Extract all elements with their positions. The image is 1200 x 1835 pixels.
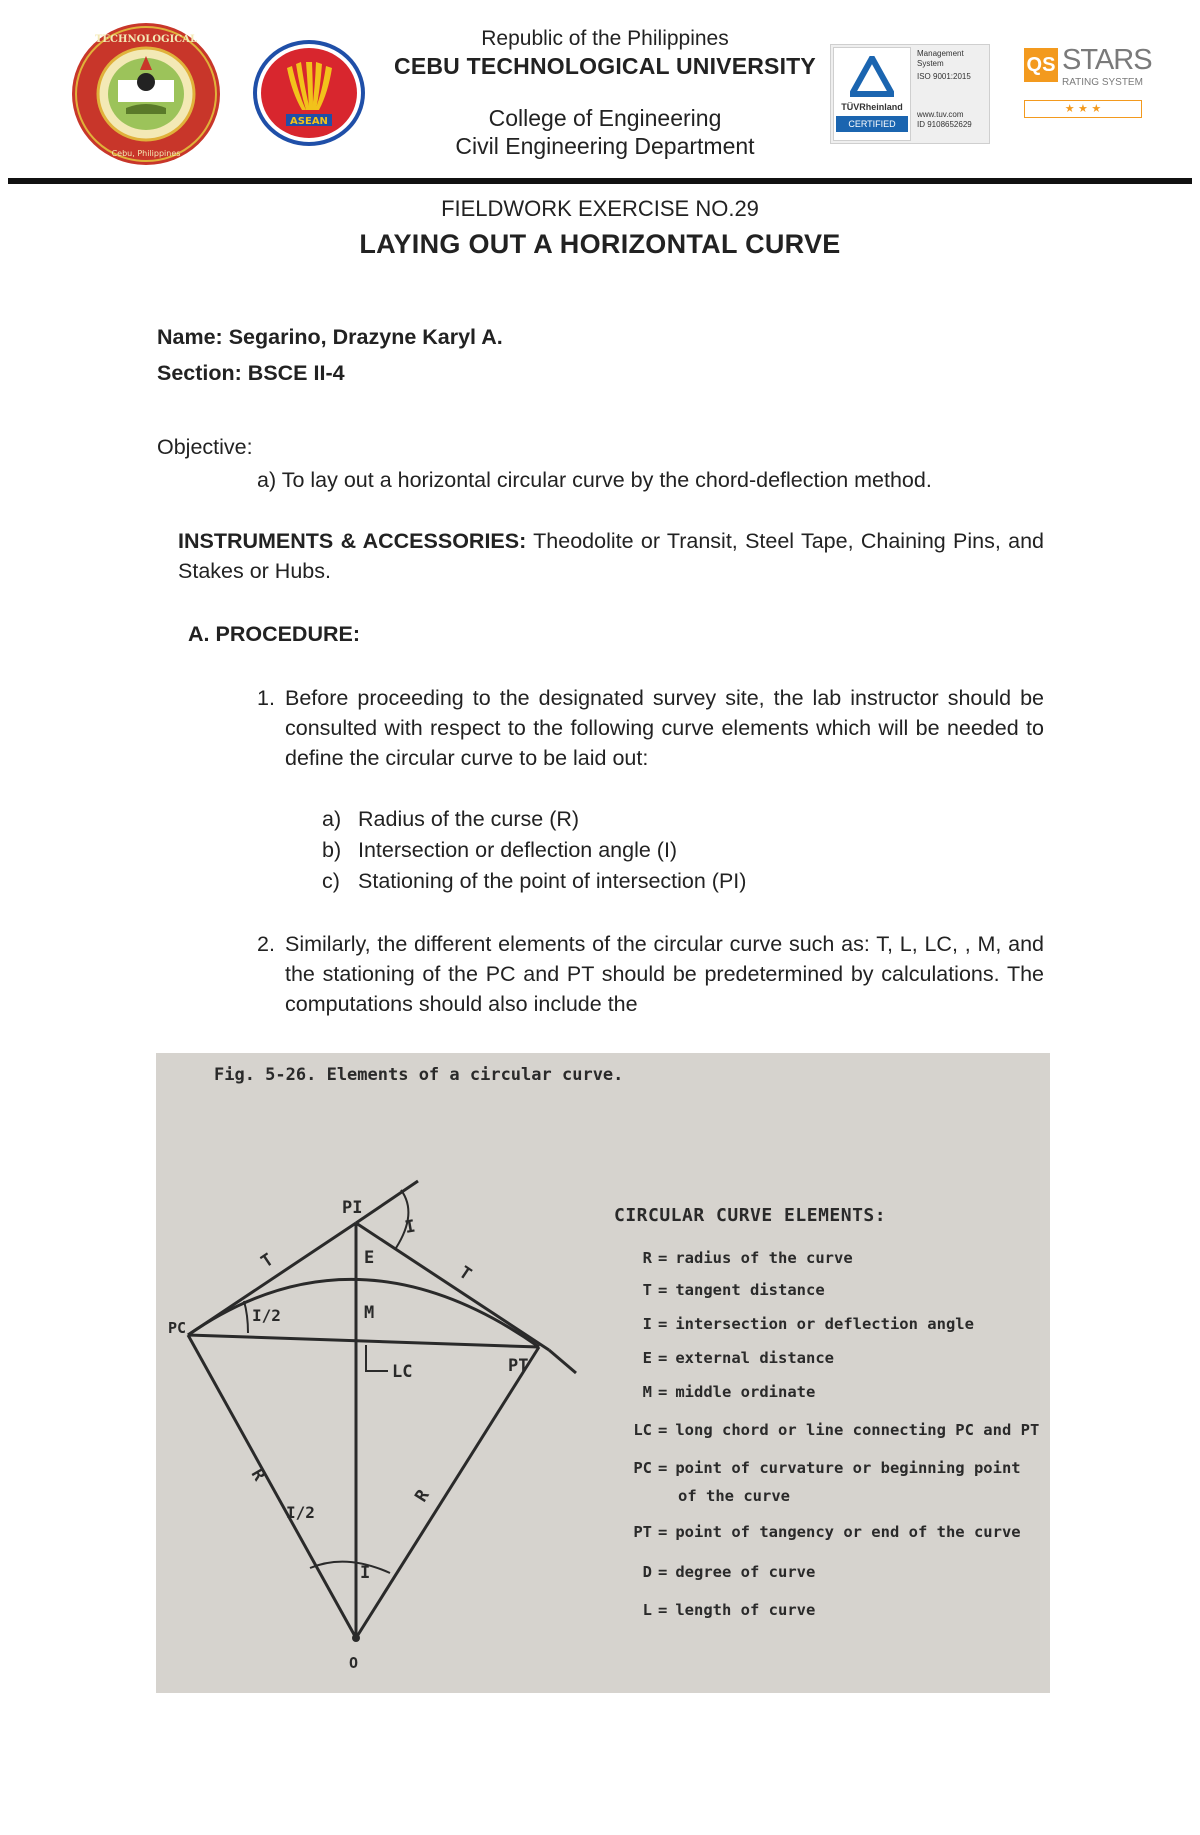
label-r-right: R: [411, 1486, 434, 1506]
stars-rating: ★ ★ ★: [1024, 100, 1142, 118]
legend-item-pc: PC = point of curvature or beginning point: [633, 1459, 1021, 1477]
radius-line-right: [356, 1347, 539, 1638]
angle-arc-bottom: [310, 1562, 390, 1573]
exercise-title: LAYING OUT A HORIZONTAL CURVE: [359, 229, 841, 259]
qs-stars-badge: [1020, 44, 1152, 122]
label-e: E: [364, 1248, 375, 1268]
procedure-heading: A. PROCEDURE:: [188, 622, 361, 646]
header-divider: [8, 178, 1192, 184]
sub-item-a-marker: a): [322, 807, 342, 831]
step-1-number: 1.: [257, 686, 275, 710]
legend-item-i: I = intersection or deflection angle: [642, 1315, 974, 1333]
university-name: CEBU TECHNOLOGICAL UNIVERSITY: [394, 53, 816, 79]
label-half-i-bottom: I/2: [286, 1503, 315, 1522]
objective-item: a) To lay out a horizontal circular curve by the chord-deflection method.: [257, 468, 932, 492]
label-deflection-i: I: [403, 1216, 417, 1238]
instruments-label: INSTRUMENTS & ACCESSORIES:: [178, 529, 527, 553]
header-title-block: [375, 26, 835, 160]
label-pc: PC: [168, 1319, 187, 1337]
legend-item-m: M = middle ordinate: [642, 1383, 816, 1401]
tuv-certification-badge: [830, 44, 990, 144]
university-seal-logo: [70, 22, 222, 167]
step-2-text: Similarly, the different elements of the circular curve such as: T, L, LC, , M, and the stationing of the PC and PT should be predetermined by calculations. The computations should also include the: [285, 932, 1044, 1016]
instruments-text: Theodolite or Transit, Steel Tape, Chaining Pins, and Stakes or Hubs.: [178, 529, 1044, 583]
exercise-number: FIELDWORK EXERCISE NO.29: [441, 196, 759, 221]
label-pi: PI: [342, 1198, 363, 1218]
department-name: Civil Engineering Department: [455, 133, 755, 159]
qs-logo: QS: [1024, 48, 1058, 82]
svg-text:TECHNOLOGICAL: TECHNOLOGICAL: [94, 34, 198, 45]
long-chord-line: [188, 1335, 539, 1347]
radius-line-left: [188, 1335, 356, 1638]
label-r-left: R: [246, 1465, 270, 1485]
republic-text: Republic of the Philippines: [481, 27, 729, 50]
sub-item-c-text: Stationing of the point of intersection (PI): [358, 869, 747, 893]
tuv-triangle-icon: [850, 56, 894, 98]
curve-diagram: [156, 1053, 1050, 1693]
label-t-left: T: [257, 1249, 278, 1273]
sub-item-c-marker: c): [322, 869, 340, 893]
college-name: College of Engineering: [488, 105, 722, 131]
sub-item-b-marker: b): [322, 838, 342, 862]
circular-curve-figure: [156, 1053, 1050, 1693]
step-2-number: 2.: [257, 932, 275, 956]
svg-text:Cebu, Philippines: Cebu, Philippines: [111, 149, 181, 158]
step-1-text: Before proceeding to the designated survey site, the lab instructor should be consulted with respect to the following curve elements which will be needed to define the circular curve to be laid out:: [285, 686, 1044, 770]
label-t-right: T: [455, 1262, 475, 1285]
stars-subtitle: RATING SYSTEM: [1062, 77, 1143, 88]
legend-item-l: L = length of curve: [642, 1601, 816, 1619]
half-angle-arc-top: [244, 1301, 248, 1333]
legend-item-e: E = external distance: [642, 1349, 834, 1367]
sub-item-b-text: Intersection or deflection angle (I): [358, 838, 678, 862]
tuv-logo-box: [833, 47, 911, 141]
student-section: Section: BSCE II-4: [157, 361, 345, 385]
legend-item-lc: LC = long chord or line connecting PC and PT: [633, 1421, 1040, 1439]
figure-caption: Fig. 5-26. Elements of a circular curve.: [214, 1065, 624, 1085]
tuv-certified-label: CERTIFIED: [836, 116, 908, 132]
label-lc: LC: [392, 1362, 413, 1382]
tuv-brand-text: TÜVRheinland: [841, 102, 903, 112]
legend-item-pt: PT = point of tangency or end of the curve: [633, 1523, 1021, 1541]
label-center-i: I: [360, 1563, 371, 1583]
sub-item-a-text: Radius of the curse (R): [358, 807, 580, 831]
student-name: Name: Segarino, Drazyne Karyl A.: [157, 325, 503, 349]
label-pt: PT: [508, 1356, 529, 1376]
label-m: M: [364, 1303, 375, 1323]
tangent-line-right: [356, 1223, 549, 1350]
asean-logo-text: ASEAN: [290, 116, 328, 127]
label-half-i-top: I/2: [252, 1306, 281, 1325]
lc-leader-line: [366, 1345, 388, 1371]
instruments-paragraph: [178, 526, 1044, 586]
center-point-o: [352, 1634, 360, 1642]
stars-title: STARS: [1062, 44, 1152, 76]
legend-item-d: D = degree of curve: [642, 1563, 816, 1581]
label-o: O: [349, 1654, 359, 1672]
management-system-text: Management System ISO 9001:2015 www.tuv.com ID 9108652629: [917, 49, 972, 129]
legend-item-t: T = tangent distance: [642, 1281, 825, 1299]
legend-item-r: R = radius of the curve: [642, 1249, 853, 1267]
legend-item-pc-continued: of the curve: [678, 1487, 790, 1505]
asean-logo: [252, 38, 367, 148]
objective-label: Objective:: [157, 435, 253, 459]
tangent-extension-right: [549, 1350, 576, 1373]
legend-title: CIRCULAR CURVE ELEMENTS:: [614, 1205, 887, 1226]
